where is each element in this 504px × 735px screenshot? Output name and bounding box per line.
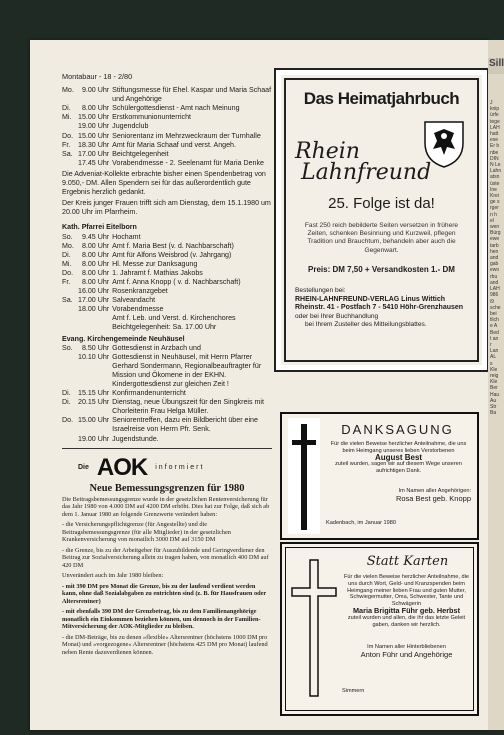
aok-die: Die bbox=[78, 464, 89, 472]
schedule-row bbox=[62, 242, 272, 251]
schedule-text: Erstkommunionunterricht bbox=[112, 113, 192, 122]
schedule-day bbox=[62, 353, 78, 389]
adjacent-page-line: LAH bbox=[490, 286, 500, 293]
adjacent-page-line: LAH bbox=[490, 124, 500, 131]
schedule-row bbox=[62, 86, 272, 104]
schedule-text: Salveandacht bbox=[112, 296, 156, 305]
ad-order-info bbox=[295, 287, 474, 330]
schedule-neuhaeusel bbox=[62, 344, 272, 444]
adjacent-page-line: el bbox=[490, 217, 496, 224]
schedule-day: Mo. bbox=[62, 86, 74, 95]
schedule-day: Sa. bbox=[62, 296, 73, 305]
schedule-time: 8.00 Uhr bbox=[81, 104, 110, 113]
schedule-text: Rosenkranzgebet bbox=[112, 287, 168, 296]
aok-item-1: - die Versicherungspflichtgrenze (für Angestellte) und die Beitragsbemessungsgrenze (für alle Mitglieder) in der gesetzlichen Krankenversicherung von monatlich 3000 DM auf 3150 DM bbox=[62, 521, 231, 544]
statt-karten-text-2: zuteil wurden und allen, die ihr das letzte Geleit gaben, danken wir herzlich. bbox=[347, 614, 466, 628]
adjacent-page-text bbox=[490, 100, 504, 416]
danksagung-best bbox=[280, 412, 479, 540]
schedule-time: 8.00 Uhr bbox=[81, 268, 110, 277]
adjacent-page-line: and bbox=[490, 255, 499, 262]
schedule-time bbox=[78, 314, 112, 323]
schedule-row bbox=[62, 113, 272, 122]
schedule-day bbox=[62, 314, 78, 323]
aok-unchanged: Unverändert auch im Jahr 1980 bleiben: bbox=[62, 572, 164, 580]
ad-oder-1: oder bei Ihrer Buchhandlung bbox=[295, 312, 379, 320]
ad-lahnfreund: Lahnfreund bbox=[301, 160, 432, 185]
statt-karten-title: Statt Karten bbox=[366, 554, 449, 569]
schedule-row bbox=[62, 398, 272, 416]
schedule-day: Di. bbox=[62, 104, 71, 113]
schedule-time: 17.45 Uhr bbox=[78, 158, 110, 167]
statt-karten-text bbox=[342, 574, 471, 628]
adjacent-page-line: wen bbox=[490, 224, 500, 231]
adjacent-page-line: Au bbox=[490, 397, 497, 404]
schedule-day bbox=[62, 323, 78, 332]
cross-icon bbox=[288, 418, 320, 534]
schedule-text: Gottesdienst in Arzbach und bbox=[112, 343, 201, 352]
adjacent-page-line: tarb bbox=[490, 242, 499, 249]
schedule-time: 9.00 Uhr bbox=[81, 86, 110, 95]
adjacent-page-line: AL bbox=[490, 354, 497, 361]
section-title-neuhaeusel: Evang. Kirchengemeinde Neuhäusel bbox=[62, 334, 185, 343]
adjacent-page-line: ürfe bbox=[490, 112, 499, 119]
adjacent-page-line: Kle bbox=[490, 366, 498, 373]
schedule-text: Seniorentanz im Mehrzweckraum der Turnhalle bbox=[112, 131, 261, 140]
statt-karten-sig-2: Anton Führ und Angehörige bbox=[360, 650, 453, 659]
statt-karten-notice bbox=[280, 542, 479, 716]
schedule-text: Schülergottesdienst - Amt nach Meinung bbox=[112, 104, 240, 113]
danksagung-date: Kadenbach, im Januar 1980 bbox=[326, 520, 396, 526]
adjacent-page-line: rger bbox=[490, 205, 499, 212]
schedule-day: Mo. bbox=[62, 241, 74, 250]
adjacent-page-line: r bbox=[490, 341, 494, 348]
statt-karten-sig-1: Im Namen aller Hinterbliebenen bbox=[367, 644, 446, 650]
schedule-time: 9.45 Uhr bbox=[81, 232, 110, 241]
schedule-time: 8.00 Uhr bbox=[81, 259, 110, 268]
adjacent-page-line: Bürg bbox=[490, 230, 501, 237]
heimatjahrbuch-ad bbox=[276, 70, 487, 370]
schedule-text: Hl. Messe zur Danksagung bbox=[112, 259, 198, 268]
statt-karten-name: Maria Brigitta Führ geb. Herbst bbox=[352, 605, 461, 615]
adjacent-page-line: Hau bbox=[490, 391, 500, 398]
adjacent-page-line: e A bbox=[490, 323, 498, 330]
adjacent-page-line: and bbox=[490, 279, 499, 286]
schedule-day: So. bbox=[62, 232, 73, 241]
schedule-text: Beichtgelegenheit: Sa. 17.00 Uhr bbox=[112, 323, 217, 332]
schedule-day: Mi. bbox=[62, 113, 72, 122]
adjacent-page-line: Str bbox=[490, 403, 497, 410]
adjacent-page-line: knip bbox=[490, 106, 500, 113]
adjacent-page-line: tlich bbox=[490, 317, 499, 324]
adjacent-page-line: ese bbox=[490, 137, 499, 144]
adjacent-page-line: tege bbox=[490, 118, 500, 125]
schedule-eitelborn bbox=[62, 233, 272, 333]
aok-title: Neue Bemessungsgrenzen für 1980 bbox=[89, 482, 245, 494]
aok-logo: AOK bbox=[96, 454, 148, 482]
schedule-day: Di. bbox=[62, 389, 71, 398]
schedule-row bbox=[62, 122, 272, 131]
aok-item-4: - mit ebenfalls 390 DM der Grenzbetrag, bis zu dem Familienangehörige monatlich ein Einkommen beziehen können, um dennoch in der Familien-Mitversicherung der AOK-Mitglieder zu bleiben. bbox=[62, 608, 261, 631]
aok-banner bbox=[62, 454, 272, 482]
ad-description: Fast 250 reich bebilderte Seiten versetzen in frühere Zeiten, schenken Besinnung und Kurzweil, pflegen Tradition und Brauchtum, behandeln aber auch die Gegenwart. bbox=[304, 222, 459, 254]
schedule-day bbox=[62, 159, 78, 168]
newspaper-page bbox=[30, 40, 488, 730]
schedule-text: Gottesdienst in Neuhäusel, mit Herrn Pfarrer Gerhard Sondermann, Regionalbeauftragter für Mission und Ökomene in der EKHN. Kindergottesdienst zur gleichen Zeit ! bbox=[112, 352, 262, 388]
schedule-day bbox=[62, 435, 78, 444]
adjacent-page-line: ewo bbox=[490, 267, 500, 274]
schedule-time: 20.15 Uhr bbox=[78, 398, 110, 407]
ad-price: Preis: DM 7,50 + Versandkosten 1.- DM bbox=[308, 265, 455, 274]
schedule-time: 8.50 Uhr bbox=[81, 343, 110, 352]
ad-adresse: Rheinstr. 41 - Postfach 7 - 5410 Höhr-Grenzhausen bbox=[295, 304, 464, 312]
adjacent-page-line: hen bbox=[490, 248, 499, 255]
schedule-text: Seniorentreffen, dazu ein Bildbericht über eine Israelreise von Herrn Pfr. Senk. bbox=[112, 416, 258, 434]
schedule-day: Fr. bbox=[62, 140, 71, 149]
adjacent-page-line: n h bbox=[490, 211, 497, 218]
divider bbox=[62, 448, 272, 449]
schedule-day bbox=[62, 305, 78, 314]
schedule-text: Vorabendmesse bbox=[112, 305, 164, 314]
adjacent-page-line: N Le bbox=[490, 162, 501, 169]
page-header: Montabaur - 18 - 2/80 bbox=[62, 72, 133, 81]
schedule-row bbox=[62, 344, 272, 353]
adjacent-page-line: Ba bbox=[490, 410, 497, 417]
adjacent-page-line: reig bbox=[490, 372, 499, 379]
adjacent-page-line: Ber bbox=[490, 385, 498, 392]
schedule-row bbox=[62, 269, 272, 278]
schedule-row bbox=[62, 233, 272, 242]
schedule-time: 8.00 Uhr bbox=[81, 241, 110, 250]
schedule-time: 15.00 Uhr bbox=[78, 113, 110, 122]
ad-title: Das Heimatjahrbuch bbox=[303, 89, 460, 108]
ad-rhein: Rhein bbox=[295, 139, 360, 164]
schedule-day: Do. bbox=[62, 131, 74, 140]
left-column bbox=[62, 72, 272, 659]
danksagung-text bbox=[326, 441, 471, 475]
adjacent-page-line: Bed bbox=[490, 329, 499, 336]
adjacent-page-line: bei bbox=[490, 310, 497, 317]
adjacent-page-line: 986 bbox=[490, 292, 499, 299]
schedule-text: Dienstag, neue Übungszeit für den Singkreis mit Chorleiterin Frau Helga Müller. bbox=[112, 398, 264, 416]
schedule-day bbox=[62, 122, 78, 131]
section-title-eitelborn: Kath. Pfarrei Eitelborn bbox=[62, 223, 137, 232]
schedule-day: Fr. bbox=[62, 277, 71, 286]
schedule-text: Amt für Alfons Weisbrod (v. Jahrgang) bbox=[112, 250, 232, 259]
schedule-time: 18.30 Uhr bbox=[78, 140, 110, 149]
schedule-text: Amt f. Leb. und Verst. d. Kirchenchores bbox=[112, 314, 236, 323]
schedule-text: Jugendclub bbox=[112, 122, 149, 131]
schedule-text: Amt f. Maria Best (v. d. Nachbarschaft) bbox=[112, 241, 234, 250]
schedule-row bbox=[62, 416, 272, 434]
cross-outline-icon bbox=[290, 558, 338, 698]
danksagung-title: DANKSAGUNG bbox=[341, 422, 454, 437]
schedule-time: 15.15 Uhr bbox=[78, 389, 110, 398]
schedule-row bbox=[62, 141, 272, 150]
schedule-row bbox=[62, 353, 272, 389]
schedule-time: 15.00 Uhr bbox=[78, 416, 110, 425]
schedule-row bbox=[62, 159, 272, 168]
schedule-row bbox=[62, 435, 272, 444]
adjacent-page-line: Kle bbox=[490, 379, 498, 386]
schedule-row bbox=[62, 150, 272, 159]
ad-bestellungen: Bestellungen bei: bbox=[295, 287, 346, 294]
schedule-time: 8.00 Uhr bbox=[81, 250, 110, 259]
adjacent-page-line: ge s bbox=[490, 199, 500, 206]
ad-rhein-lahnfreund bbox=[295, 141, 431, 183]
schedule-row bbox=[62, 389, 272, 398]
frauen-paragraph: Der Kreis junger Frauen trifft sich am Dienstag, dem 15.1.1980 um 20.00 Uhr im Pfarrheim. bbox=[62, 199, 271, 217]
schedule-time: 19.00 Uhr bbox=[78, 122, 110, 131]
adjacent-page-heading: Sill bbox=[488, 58, 504, 74]
schedule-day: Do. bbox=[62, 416, 74, 425]
schedule-time: 16.00 Uhr bbox=[78, 287, 110, 296]
schedule-row bbox=[62, 287, 272, 296]
schedule-row bbox=[62, 132, 272, 141]
schedule-time: 18.00 Uhr bbox=[78, 305, 110, 314]
schedule-time: 8.00 Uhr bbox=[81, 277, 110, 286]
schedule-day: Do. bbox=[62, 268, 74, 277]
schedule-time: 15.00 Uhr bbox=[78, 131, 110, 140]
adjacent-page-line: ewe bbox=[490, 236, 500, 243]
adjacent-page-line: nbe bbox=[490, 149, 499, 156]
schedule-text: 1. Jahramt f. Mathias Jakobs bbox=[112, 268, 203, 277]
adjacent-page-line: Lan bbox=[490, 348, 499, 355]
adjacent-page-line: gab bbox=[490, 261, 499, 268]
aok-informiert: informiert bbox=[155, 464, 205, 472]
schedule-day: So. bbox=[62, 343, 73, 352]
adjacent-page-line: i9 bbox=[490, 298, 494, 305]
schedule-text: Stiftungsmesse für Ehel. Kaspar und Maria Schaaf und Angehörige bbox=[112, 86, 272, 104]
schedule-text: Hochamt bbox=[112, 232, 141, 241]
adjacent-page-line: Er b bbox=[490, 143, 500, 150]
danksagung-name: August Best bbox=[374, 452, 423, 462]
schedule-row bbox=[62, 278, 272, 287]
adjacent-page-line: DIN bbox=[490, 155, 499, 162]
adjacent-page-line: sche bbox=[490, 304, 501, 311]
schedule-time: 17.00 Uhr bbox=[78, 149, 110, 158]
adjacent-page-line: Krei bbox=[490, 193, 499, 200]
schedule-row bbox=[62, 251, 272, 260]
adjacent-page-line: s bbox=[490, 360, 493, 367]
schedule-row bbox=[62, 323, 272, 332]
danksagung-text-1: Für die vielen Beweise herzlicher Anteilnahme, die uns beim Heimgang unseres lieben Verstorbenen bbox=[330, 441, 467, 454]
adjacent-page-line: üste bbox=[490, 180, 500, 187]
schedule-text: Beichtgelegenheit bbox=[112, 149, 169, 158]
ad-folge: 25. Folge ist da! bbox=[328, 195, 435, 212]
adjacent-page-edge bbox=[488, 40, 504, 730]
schedule-text: Amt f. Anna Knopp ( v. d. Nachbarschaft) bbox=[112, 277, 241, 286]
schedule-day: Mi. bbox=[62, 259, 72, 268]
adjacent-page-line: rbu bbox=[490, 273, 498, 280]
ad-oder-2: bei Ihrem Zusteller des Mitteilungsblattes. bbox=[305, 321, 427, 329]
schedule-time: 19.00 Uhr bbox=[78, 434, 110, 443]
schedule-day bbox=[62, 287, 78, 296]
schedule-row bbox=[62, 314, 272, 323]
adjacent-page-line: hatt bbox=[490, 131, 499, 138]
schedule-day: Sa. bbox=[62, 149, 73, 158]
statt-karten-place: Simmern bbox=[342, 688, 365, 694]
schedule-text: Amt für Maria Schaaf und verst. Angeh. bbox=[112, 140, 236, 149]
aok-item-3: - mit 390 DM pro Monat die Grenze, bis zu der laufend verdient werden kann, ohne daß Sozialabgaben zu entrichten sind (z. B. für Hausfrauen oder Altersrentner) bbox=[62, 582, 267, 605]
schedule-time: 17.00 Uhr bbox=[78, 296, 110, 305]
danksagung-sig-2: Rosa Best geb. Knopp bbox=[395, 494, 471, 503]
aok-text bbox=[62, 496, 272, 657]
schedule-row bbox=[62, 296, 272, 305]
schedule-time: 10.10 Uhr bbox=[78, 352, 110, 361]
aok-item-5: - die DM-Beträge, bis zu denen »flexible« Altersrentner (höchstens 1000 DM pro Monat) und »vorgezogene« Altersrentner (höchstens 425 DM pro Monat) laufend neben Rente dazuverdienen können. bbox=[62, 633, 268, 656]
aok-item-2: - die Grenze, bis zu der Arbeitgeber für Auszubildende und Geringverdiener den Beitrag zur Sozialversicherung allein zu tragen haben, von monatlich 400 DM auf 420 DM bbox=[62, 546, 269, 569]
danksagung-signature bbox=[396, 488, 471, 502]
schedule-text: Vorabendmesse - 2. Seelenamt für Maria Denke bbox=[112, 158, 264, 167]
schedule-row bbox=[62, 104, 272, 113]
statt-karten-text-1: Für die vielen Beweise herzlicher Anteilnahme, die uns durch Wort, Geld- und Kranzspenden beim Heimgang meiner lieben Frau und guten Mutter, Schwiegermutter, Oma, Schwester, Tante und Schwägerin bbox=[344, 574, 469, 608]
schedule-row bbox=[62, 305, 272, 314]
ad-verlag: RHEIN-LAHNFREUND-VERLAG Linus Wittich bbox=[295, 295, 446, 303]
schedule-time bbox=[78, 323, 112, 332]
adjacent-page-line: Lahn bbox=[490, 168, 502, 175]
adjacent-page-line: J bbox=[490, 100, 493, 106]
schedule-day: Di. bbox=[62, 250, 71, 259]
schedule-montabaur bbox=[62, 86, 272, 168]
adjacent-page-line: atsn bbox=[490, 174, 500, 181]
adveniat-paragraph: Die Adveniat-Kollekte erbrachte bisher einen Spendenbetrag von 9.050,- DM. Allen Spendern sei für das außerordentlich gute Ergebnis herzlich gedankt. bbox=[62, 169, 266, 197]
adjacent-page-line: t an bbox=[490, 335, 499, 342]
schedule-day: Di. bbox=[62, 398, 71, 407]
schedule-row bbox=[62, 260, 272, 269]
adjacent-page-line: Ine bbox=[490, 186, 499, 193]
schedule-text: Konfirmandenunterricht bbox=[112, 389, 186, 398]
statt-karten-signature bbox=[342, 644, 471, 658]
danksagung-text-2: zuteil wurden, sagen wir auf diesem Wege unseren aufrichtigen Dank. bbox=[335, 461, 462, 475]
schedule-text: Jugendstunde. bbox=[112, 434, 159, 443]
aok-intro: Die Beitragsbemessungsgrenze wurde in der gesetzlichen Rentenversicherung für das Jahr 1980 von 4.000 DM auf 4200 DM erhöht. Dies hat zur Folge, daß sich ab dem 1. Januar 1980 an folgende Grenzwerte verändert haben: bbox=[62, 495, 270, 518]
danksagung-sig-1: Im Namen aller Angehörigen: bbox=[398, 488, 471, 494]
